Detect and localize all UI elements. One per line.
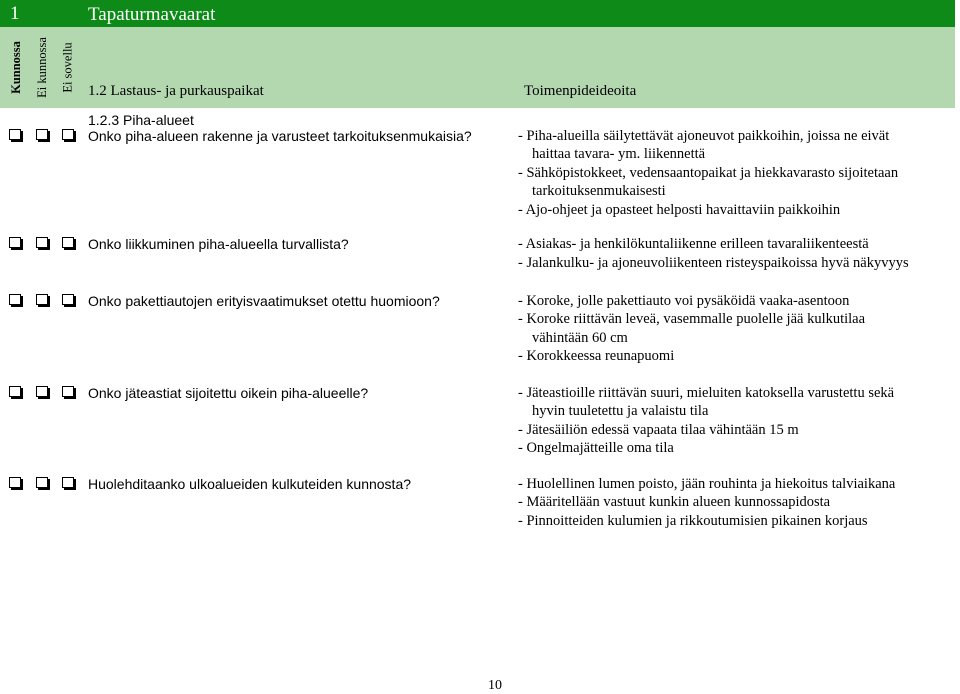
- column-header-ei-kunnossa: Ei kunnossa: [34, 37, 49, 98]
- checkbox-kunnossa[interactable]: [9, 477, 21, 488]
- checkbox-ei-kunnossa[interactable]: [36, 129, 48, 140]
- checkbox-ei-kunnossa[interactable]: [36, 386, 48, 397]
- idea-line: - Piha-alueilla säilytettävät ajoneuvot paikkoihin, joissa ne eivät: [518, 128, 890, 144]
- idea-line: - Määritellään vastuut kunkin alueen kunnossapidosta: [518, 494, 831, 510]
- idea-line: - Korokkeessa reunapuomi: [518, 348, 675, 364]
- idea-line: - Koroke riittävän leveä, vasemmalle puolelle jää kulkutilaa: [518, 311, 866, 327]
- checkbox-kunnossa[interactable]: [9, 294, 21, 305]
- idea-line: - Koroke, jolle pakettiauto voi pysäköidä vaaka-asentoon: [518, 293, 850, 309]
- checkbox-ei-kunnossa[interactable]: [36, 237, 48, 248]
- section-label: 1.2 Lastaus- ja purkauspaikat: [88, 83, 264, 99]
- idea-line: tarkoituksenmukaisesti: [532, 183, 666, 199]
- actions-header: Toimenpideideoita: [524, 83, 637, 99]
- idea-line: - Jalankulku- ja ajoneuvoliikenteen risteyspaikoissa hyvä näkyvyys: [518, 255, 909, 271]
- column-header-ei-sovellu: Ei sovellu: [60, 42, 75, 93]
- checkbox-kunnossa[interactable]: [9, 386, 21, 397]
- question-text: Onko liikkuminen piha-alueella turvallista?: [88, 236, 349, 252]
- idea-line: vähintään 60 cm: [532, 330, 628, 346]
- idea-line: haittaa tavara- ym. liikennettä: [532, 146, 706, 162]
- checkbox-ei-kunnossa[interactable]: [36, 294, 48, 305]
- idea-line: - Jäteastioille riittävän suuri, mieluiten katoksella varustettu sekä: [518, 385, 895, 401]
- section-number: 1: [10, 3, 20, 24]
- idea-line: - Huolellinen lumen poisto, jään rouhinta ja hiekoitus talviaikana: [518, 476, 896, 492]
- page-title: Tapaturmavaarat: [88, 4, 216, 25]
- idea-line: - Ajo-ohjeet ja opasteet helposti havaittaviin paikkoihin: [518, 202, 841, 218]
- column-header-kunnossa: Kunnossa: [8, 41, 23, 94]
- checkbox-ei-kunnossa[interactable]: [36, 477, 48, 488]
- idea-line: - Ongelmajätteille oma tila: [518, 440, 674, 456]
- idea-line: - Asiakas- ja henkilökuntaliikenne erilleen tavaraliikenteestä: [518, 236, 869, 252]
- subsection-title: 1.2.3 Piha-alueet: [88, 112, 194, 128]
- checkbox-ei-sovellu[interactable]: [62, 237, 74, 248]
- question-text: Onko piha-alueen rakenne ja varusteet tarkoituksenmukaisia?: [88, 128, 472, 144]
- question-text: Onko pakettiautojen erityisvaatimukset otettu huomioon?: [88, 293, 440, 309]
- idea-line: hyvin tuuletettu ja valaistu tila: [532, 403, 709, 419]
- checkbox-ei-sovellu[interactable]: [62, 477, 74, 488]
- page-number: 10: [488, 678, 502, 693]
- idea-line: - Sähköpistokkeet, vedensaantopaikat ja hiekkavarasto sijoitetaan: [518, 165, 899, 181]
- question-text: Huolehditaanko ulkoalueiden kulkuteiden kunnosta?: [88, 476, 412, 492]
- question-text: Onko jäteastiat sijoitettu oikein piha-alueelle?: [88, 385, 369, 401]
- checkbox-ei-sovellu[interactable]: [62, 294, 74, 305]
- checkbox-kunnossa[interactable]: [9, 129, 21, 140]
- idea-line: - Jätesäiliön edessä vapaata tilaa vähintään 15 m: [518, 422, 799, 438]
- checkbox-ei-sovellu[interactable]: [62, 386, 74, 397]
- checkbox-kunnossa[interactable]: [9, 237, 21, 248]
- idea-line: - Pinnoitteiden kulumien ja rikkoutumisien pikainen korjaus: [518, 513, 868, 529]
- checkbox-ei-sovellu[interactable]: [62, 129, 74, 140]
